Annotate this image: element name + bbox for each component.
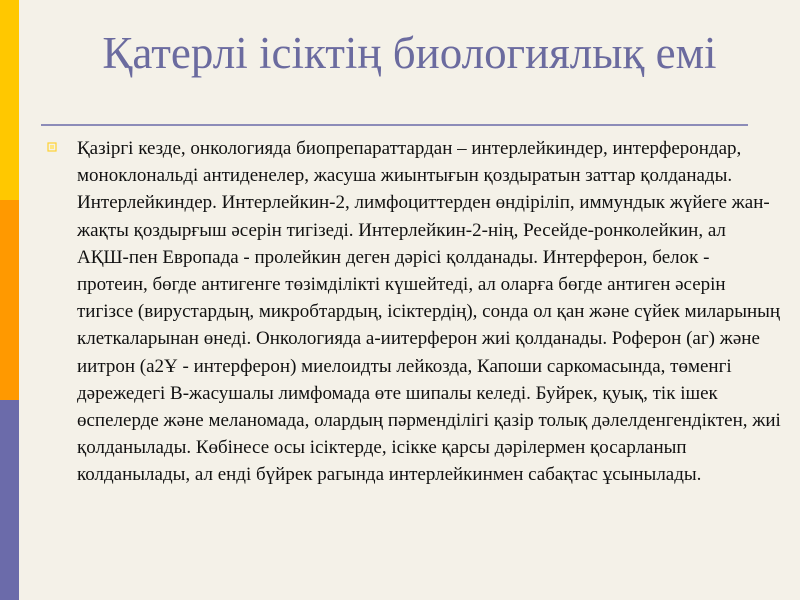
title-divider — [41, 124, 748, 126]
left-accent-bar-yellow — [0, 0, 19, 200]
slide-body-text: Қазіргі кезде, онкологияда биопрепараттардан – интерлейкиндер, интерферондар, моноклональді антиденелер, жасуша жиынтығын қоздыратын заттар қолданады. Интерлейкиндер. Интерлейкин-2, лимфоциттерден өндіріліп, иммундык жүйеге жан-жақты қоздырғыш әсерін тигізеді. Интерлейкин-2-нің, Ресейде-ронколейкин, ал АҚШ-пен Европада - пролейкин деген дәрісі қолданады. Интерферон, белок - протеин, бөгде антигенге төзімділікті күшейтеді, ал оларға бөгде антиген әсерін тигізсе (вирустардың, микробтардың, ісіктердің), сонда ол қан және сүйек миларының клеткаларынан өнеді. Онкологияда а-иитерферон жиі қолданады. Роферон (аг) және иитрон (а2Ұ - интерферон) миелоидты лейкозда, Капоши саркомасында, төменгі дәрежедегі В-жасушалы лимфомада өте шипалы келеді. Буйрек, қуық, тік ішек өспелерде және меланомада, олардың пәрменділігі қазір толық дәлелденгендіктен, жиі қолданылады. Көбінесе осы ісіктерде, ісікке қарсы дәрілермен қосарланып колданылады, ал енді бүйрек рагында интерлейкинмен сабақтас ұсынылады. — [77, 138, 781, 486]
slide-title: Қатерлі ісіктің биологиялық емі — [102, 28, 717, 78]
small-square-bullet-icon — [47, 142, 57, 152]
left-accent-bar-purple — [0, 400, 19, 600]
left-accent-bar-orange — [0, 200, 19, 400]
